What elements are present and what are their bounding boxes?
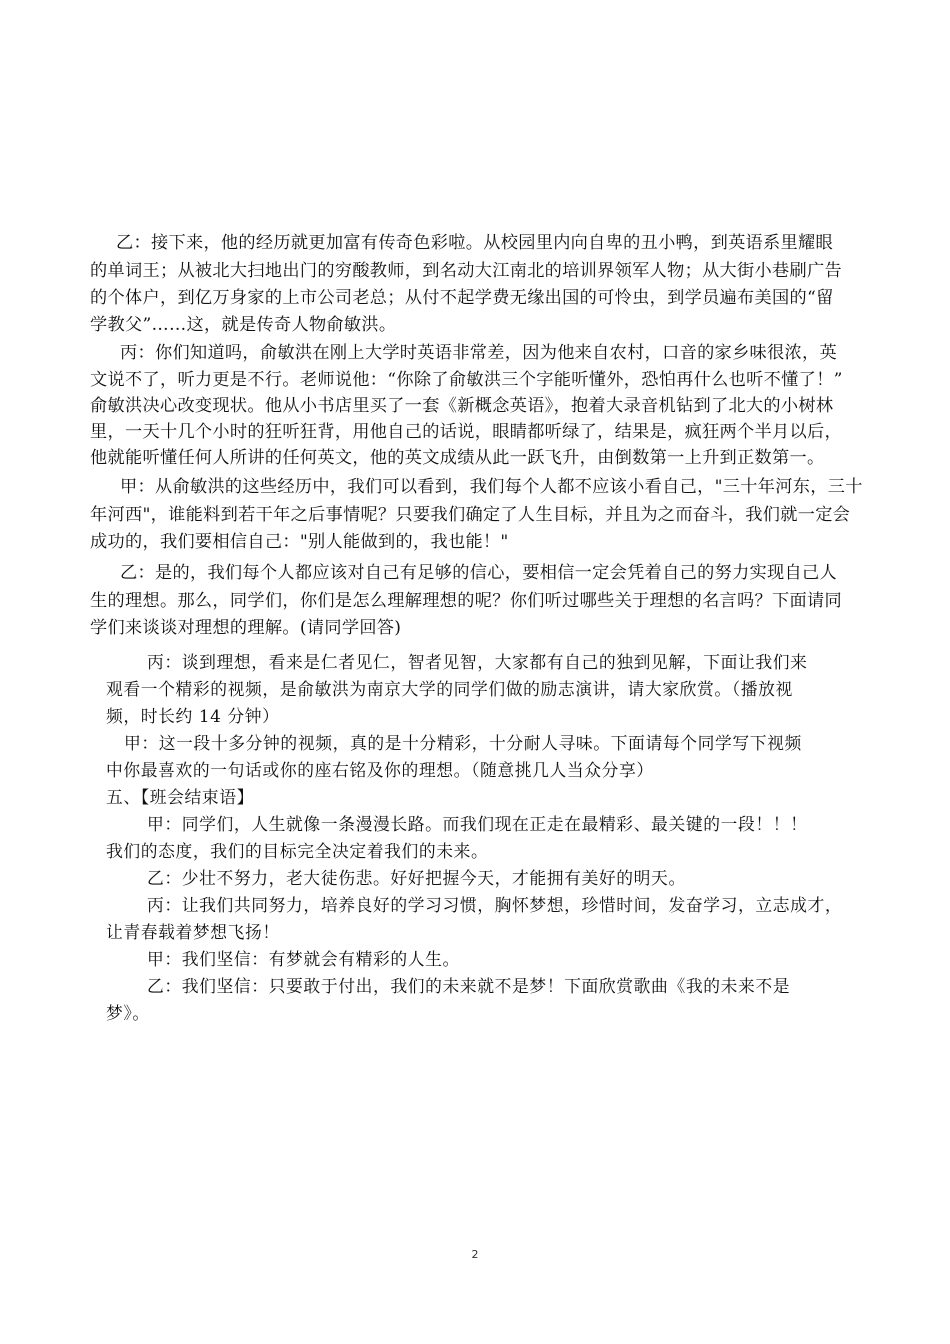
- text-line: 乙：少壮不努力，老大徒伤悲。好好把握今天，才能拥有美好的明天。: [147, 868, 686, 888]
- section-heading: 五、【班会结束语】: [106, 787, 255, 807]
- text-line: 成功的，我们要相信自己："别人能做到的，我也能！": [90, 532, 509, 552]
- text-line: 甲：我们坚信：有梦就会有精彩的人生。: [147, 949, 460, 969]
- text-line: 他就能听懂任何人所讲的任何英文，他的英文成绩从此一跃飞升，由倒数第一上升到正数第一。: [90, 448, 825, 468]
- text-line: 乙：是的，我们每个人都应该对自己有足够的信心，要相信一定会凭着自己的努力实现自己人: [120, 563, 837, 583]
- text-line: 的个体户，到亿万身家的上市公司老总；从付不起学费无缘出国的可怜虫，到学员遍布美国的“留: [90, 288, 834, 308]
- text-line: 年河西"，谁能料到若干年之后事情呢？只要我们确定了人生目标，并且为之而奋斗，我们就一定会: [90, 505, 851, 525]
- text-line: 里，一天十几个小时的狂听狂背，用他自己的话说，眼睛都听绿了，结果是，疯狂两个半月以后，: [90, 422, 842, 442]
- text-line: 丙：谈到理想，看来是仁者见仁，智者见智，大家都有自己的独到见解，下面让我们来: [147, 652, 808, 672]
- text-line: 观看一个精彩的视频，是俞敏洪为南京大学的同学们做的励志演讲，请大家欣赏。（播放视: [106, 679, 793, 699]
- page-number: 2: [471, 1248, 479, 1261]
- text-line: 俞敏洪决心改变现状。他从小书店里买了一套《新概念英语》，抱着大录音机钻到了北大的小树林: [90, 396, 834, 416]
- text-line: 中你最喜欢的一句话或你的座右铭及你的理想。（随意挑几人当众分享）: [106, 760, 654, 780]
- text-line: 学们来谈谈对理想的理解。(请同学回答): [90, 618, 402, 638]
- text-line: 频，时长约 14 分钟）: [106, 706, 280, 726]
- text-line: 学教父”……这，就是传奇人物俞敏洪。: [90, 315, 397, 335]
- text-line: 梦》。: [106, 1003, 150, 1023]
- text-line: 丙：让我们共同努力，培养良好的学习习惯，胸怀梦想，珍惜时间，发奋学习，立志成才，: [147, 895, 843, 915]
- text-line: 甲：从俞敏洪的这些经历中，我们可以看到，我们每个人都不应该小看自己，"三十年河东，三十: [120, 477, 863, 497]
- text-line: 我们的态度，我们的目标完全决定着我们的未来。: [106, 841, 489, 861]
- text-line: 的单词王；从被北大扫地出门的穷酸教师，到名动大江南北的培训界领军人物；从大街小巷刷广告: [90, 261, 842, 281]
- text-line: 丙：你们知道吗，俞敏洪在刚上大学时英语非常差，因为他来自农村，口音的家乡味很浓，英: [120, 343, 837, 363]
- text-line: 让青春载着梦想飞扬！: [106, 922, 280, 942]
- text-line: 乙：我们坚信：只要敢于付出，我们的未来就不是梦！下面欣赏歌曲《我的未来不是: [147, 976, 791, 996]
- text-line: 甲：同学们，人生就像一条漫漫长路。而我们现在正走在最精彩、最关键的一段！！！: [147, 814, 808, 834]
- text-line: 甲：这一段十多分钟的视频，真的是十分精彩，十分耐人寻味。下面请每个同学写下视频: [124, 733, 802, 753]
- text-line: 文说不了，听力更是不行。老师说他：“你除了俞敏洪三个字能听懂外，恐怕再什么也听不懂了！”: [90, 370, 843, 390]
- text-line: 生的理想。那么，同学们，你们是怎么理解理想的呢？你们听过哪些关于理想的名言吗？下面请同: [90, 591, 842, 611]
- text-line: 乙：接下来，他的经历就更加富有传奇色彩啦。从校园里内向自卑的丑小鸭，到英语系里耀眼: [116, 233, 833, 253]
